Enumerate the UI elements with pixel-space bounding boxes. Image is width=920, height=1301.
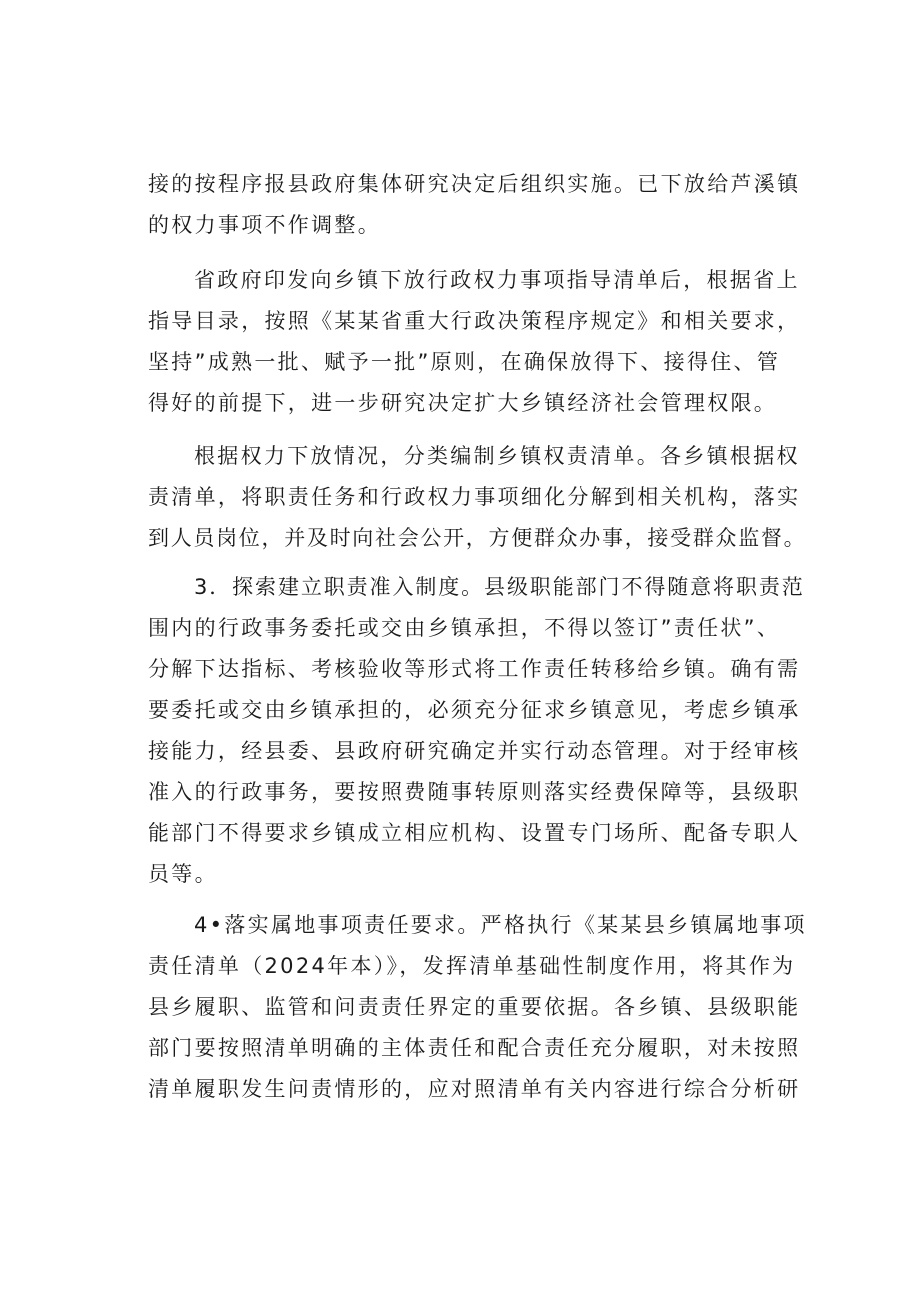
text-line: 到人员岗位，并及时向社会公开，方便群众办事，接受群众监督。 — [148, 526, 807, 550]
text-line: 员等。 — [148, 862, 218, 886]
text-line: 责任清单（2024年本）》，发挥清单基础性制度作用，将其作为 — [148, 954, 796, 978]
text-line: 接能力，经县委、县政府研究确定并实行动态管理。对于经审核 — [148, 739, 801, 763]
text-line: 能部门不得要求乡镇成立相应机构、设置专门场所、配备专职人 — [148, 821, 801, 845]
text-line: 分解下达指标、考核验收等形式将工作责任转移给乡镇。确有需 — [148, 657, 801, 681]
paragraph-5 — [148, 905, 808, 1110]
text-line: 坚持”成熟一批、赋予一批”原则，在确保放得下、接得住、管 — [148, 350, 781, 374]
text-line: 围内的行政事务委托或交由乡镇承担，不得以签订”责任状”、 — [148, 616, 781, 640]
text-line: 部门要按照清单明确的主体责任和配合责任充分履职，对未按照 — [148, 1036, 801, 1060]
document-body — [148, 164, 808, 1110]
text-line: 的权力事项不作调整。 — [148, 213, 381, 237]
text-line: 要委托或交由乡镇承担的，必须充分征求乡镇意见，考虑乡镇承 — [148, 698, 801, 722]
text-line: 清单履职发生问责情形的，应对照清单有关内容进行综合分析研 — [148, 1077, 801, 1101]
text-line: 省政府印发向乡镇下放行政权力事项指导清单后，根据省上 — [194, 268, 800, 292]
text-line: 县乡履职、监管和问责责任界定的重要依据。各乡镇、县级职能 — [148, 995, 801, 1019]
text-line: 得好的前提下，进一步研究决定扩大乡镇经济社会管理权限。 — [148, 391, 778, 415]
text-line: 接的按程序报县政府集体研究决定后组织实施。已下放给芦溪镇 — [148, 172, 801, 196]
paragraph-1 — [148, 164, 808, 246]
text-line: 指导目录，按照《某某省重大行政决策程序规定》和相关要求， — [148, 309, 801, 333]
paragraph-4 — [148, 567, 808, 895]
text-line: 准入的行政事务，要按照费随事转原则落实经费保障等，县级职 — [148, 780, 801, 804]
paragraph-3 — [148, 436, 808, 559]
text-line: 根据权力下放情况，分类编制乡镇权责清单。各乡镇根据权 — [194, 444, 800, 468]
text-line: 责清单，将职责任务和行政权力事项细化分解到相关机构，落实 — [148, 485, 801, 509]
text-line: 3．探索建立职责准入制度。县级职能部门不得随意将职责范 — [194, 575, 805, 599]
paragraph-2 — [148, 260, 808, 424]
text-line: 4•落实属地事项责任要求。严格执行《某某县乡镇属地事项 — [194, 913, 807, 937]
